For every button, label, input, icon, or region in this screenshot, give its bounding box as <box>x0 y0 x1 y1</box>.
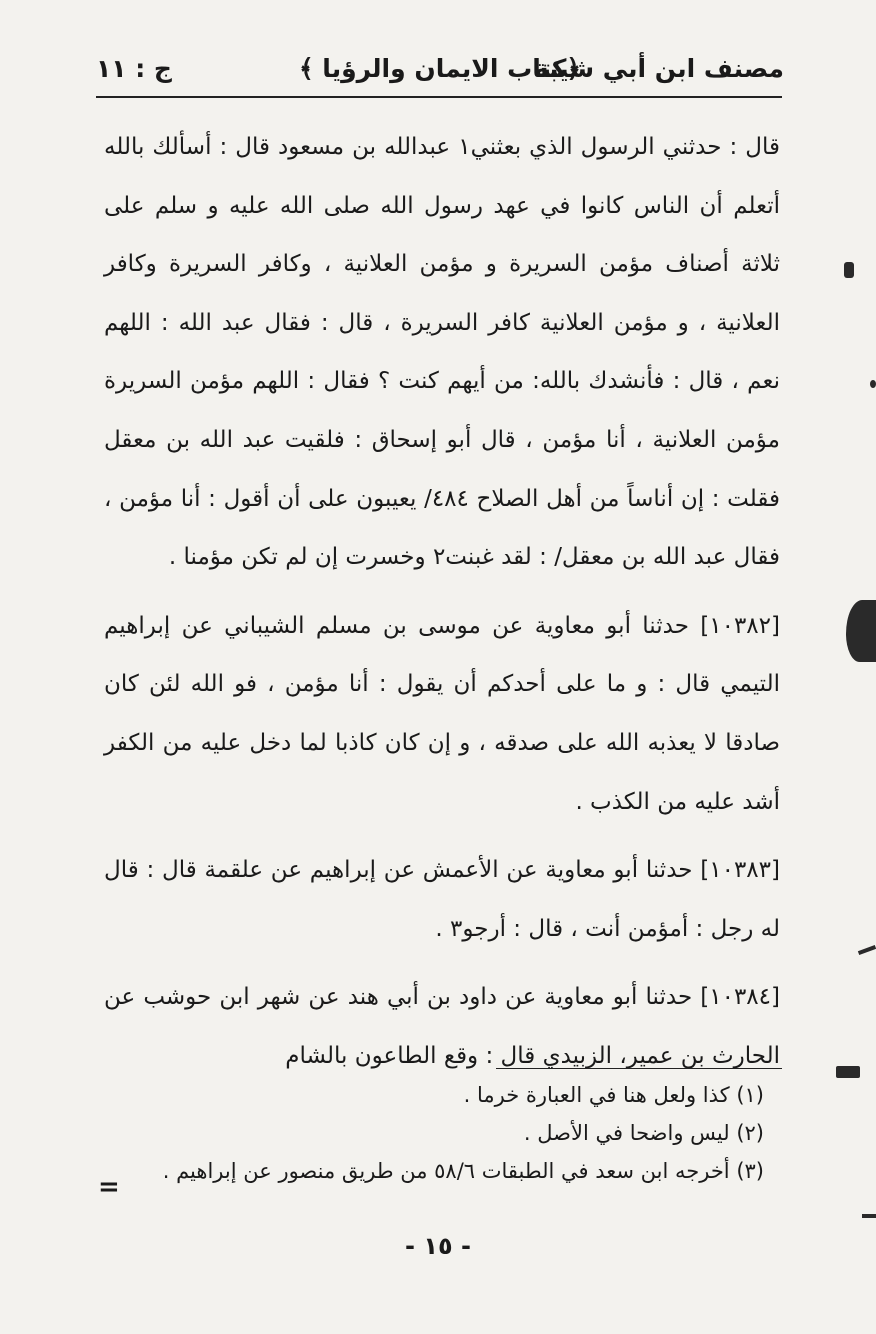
chapter-title: ﴿كتاب الايمان والرؤيا ﴾ <box>298 54 582 83</box>
header-rule <box>96 96 782 98</box>
scan-speck <box>844 262 854 278</box>
continuation-mark: = <box>98 1172 120 1202</box>
volume-label: ج : ١١ <box>96 54 172 83</box>
footnotes <box>104 1076 764 1190</box>
scan-speck <box>836 1066 860 1078</box>
main-text <box>104 118 780 1086</box>
paragraph: [١٠٣٨٣] حدثنا أبو معاوية عن الأعمش عن إبراهيم عن علقمة قال : قال له رجل : أمؤمن أنت ، قال : أرجو٣ . <box>104 857 780 942</box>
footnote-rule <box>496 1068 782 1069</box>
scan-speck <box>870 380 876 388</box>
ink-blot <box>846 600 876 662</box>
paragraph: قال : حدثني الرسول الذي بعثني١ عبدالله بن مسعود قال : أسألك بالله أتعلم أن الناس كانوا في عهد رسول الله صلى الله عليه و سلم على ثلاثة أصناف مؤمن السريرة و مؤمن العلانية ، وكافر السريرة وكافر العلانية ، و مؤمن العلانية كافر السريرة ، قال : فقال عبد الله : اللهم نعم ، قال : فأنشدك بالله: من أيهم كنت ؟ فقال : اللهم مؤمن السريرة مؤمن العلانية ، أنا مؤمن ، قال أبو إسحاق : فلقيت عبد الله بن معقل فقلت : إن أناساً من أهل الصلاح ٤٨٤/ يعيبون على أن أقول : أنا مؤمن ، فقال عبد الله بن معقل/ : لقد غبنت٢ وخسرت إن لم تكن مؤمنا . <box>104 134 781 571</box>
page-header <box>96 50 784 94</box>
scan-speck <box>862 1214 876 1218</box>
footnote: (١) كذا ولعل هنا في العبارة خرما . <box>463 1083 764 1107</box>
book-title: مصنف ابن أبي شيبة <box>533 54 784 83</box>
paragraph: [١٠٣٨٢] حدثنا أبو معاوية عن موسى بن مسلم الشيباني عن إبراهيم التيمي قال : و ما على أحدكم أن يقول : أنا مؤمن ، فو الله لئن كان صادقا لا يعذبه الله على صدقه ، و إن كان كاذبا لما دخل عليه من الكفر أشد عليه من الكذب . <box>104 612 780 815</box>
footnote: (٢) ليس واضحا في الأصل . <box>523 1121 764 1145</box>
paragraph: [١٠٣٨٤] حدثنا أبو معاوية عن داود بن أبي هند عن شهر ابن حوشب عن الحارث بن عمير، الزبيدي قال : وقع الطاعون بالشام <box>104 984 780 1069</box>
page-number: - ١٥ - <box>405 1232 471 1260</box>
footnote: (٣) أخرجه ابن سعد في الطبقات ٥٨/٦ من طريق منصور عن إبراهيم . <box>162 1159 764 1183</box>
scan-speck <box>858 945 876 955</box>
